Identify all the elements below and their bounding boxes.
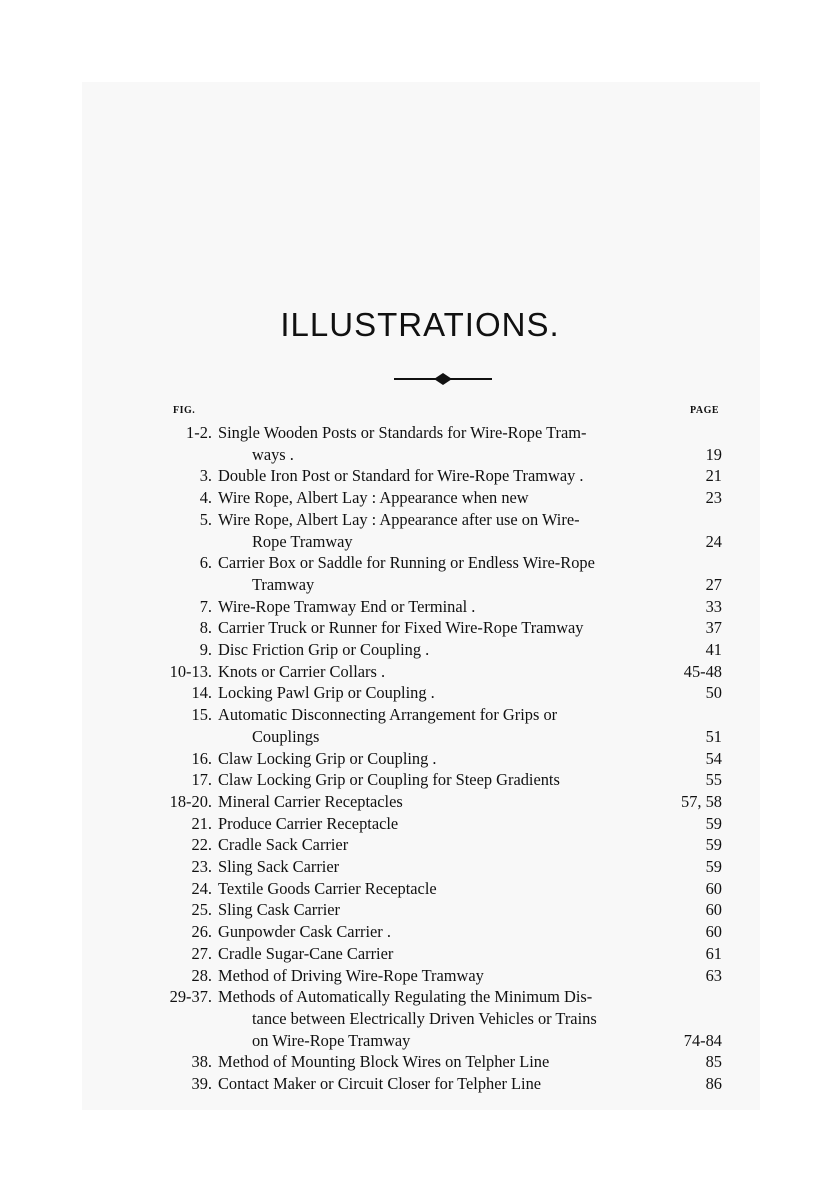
list-item bbox=[0, 704, 840, 726]
list-item-continuation bbox=[0, 444, 840, 466]
fig-number: 25. bbox=[191, 900, 212, 920]
entry-title: Gunpowder Cask Carrier . bbox=[218, 922, 391, 942]
page-column-header: PAGE bbox=[690, 405, 720, 416]
fig-number: 17. bbox=[191, 770, 212, 790]
entry-title: on Wire-Rope Tramway bbox=[252, 1030, 411, 1050]
fig-number: 14. bbox=[191, 683, 212, 703]
page-number: 59 bbox=[705, 857, 722, 876]
fig-number: 9. bbox=[199, 640, 212, 659]
list-item bbox=[0, 899, 840, 921]
page-number: 24 bbox=[705, 531, 722, 551]
entry-title: Automatic Disconnecting Arrangement for Grips or bbox=[218, 705, 558, 725]
list-item bbox=[0, 487, 840, 509]
page-number: 51 bbox=[705, 726, 722, 746]
page-number: 59 bbox=[705, 835, 722, 855]
fig-number: 23. bbox=[191, 857, 212, 876]
page-number: 19 bbox=[705, 444, 722, 464]
list-item bbox=[0, 1073, 840, 1095]
entry-title: Carrier Truck or Runner for Fixed Wire-Rope Tramway bbox=[218, 618, 584, 638]
entry-title: Textile Goods Carrier Receptacle bbox=[218, 878, 437, 898]
entry-title: Disc Friction Grip or Coupling . bbox=[218, 640, 430, 659]
entry-title: Tramway bbox=[252, 574, 315, 594]
fig-number: 6. bbox=[199, 553, 212, 573]
page-number: 54 bbox=[705, 748, 722, 768]
fig-number: 1-2. bbox=[186, 423, 212, 442]
list-item bbox=[0, 422, 840, 444]
entry-title: Knots or Carrier Collars . bbox=[218, 661, 386, 681]
list-item bbox=[0, 661, 840, 683]
entry-title: Methods of Automatically Regulating the Minimum Dis- bbox=[218, 987, 593, 1007]
page-number: 59 bbox=[705, 813, 722, 833]
fig-number: 21. bbox=[191, 813, 212, 833]
page-number: 74-84 bbox=[683, 1030, 722, 1050]
page-number: 23 bbox=[705, 488, 722, 508]
list-item bbox=[0, 552, 840, 574]
fig-number: 5. bbox=[199, 509, 212, 529]
entry-title: tance between Electrically Driven Vehicles or Trains bbox=[252, 1008, 597, 1028]
entry-title: Wire-Rope Tramway End or Terminal . bbox=[218, 596, 476, 616]
entry-title: Locking Pawl Grip or Coupling . bbox=[218, 683, 435, 703]
fig-number: 26. bbox=[191, 922, 212, 942]
list-item-continuation bbox=[0, 574, 840, 596]
entry-title: Produce Carrier Receptacle bbox=[218, 813, 399, 833]
list-item bbox=[0, 921, 840, 943]
page-number: 86 bbox=[705, 1074, 722, 1093]
entry-title: ways . bbox=[252, 444, 294, 464]
entry-title: Wire Rope, Albert Lay : Appearance when new bbox=[218, 488, 529, 508]
page-number: 27 bbox=[705, 574, 722, 594]
page-number: 60 bbox=[705, 878, 722, 898]
entry-title: Rope Tramway bbox=[252, 531, 353, 551]
fig-number: 18-20. bbox=[169, 791, 212, 811]
list-item bbox=[0, 465, 840, 487]
list-item-continuation bbox=[0, 1008, 840, 1030]
entry-title: Double Iron Post or Standard for Wire-Rope Tramway . bbox=[218, 466, 584, 486]
fig-number: 3. bbox=[199, 466, 212, 486]
page-number: 33 bbox=[705, 596, 722, 616]
entry-title: Sling Cask Carrier bbox=[218, 900, 341, 920]
fig-column-header: FIG. bbox=[173, 405, 196, 416]
page-number: 85 bbox=[705, 1052, 722, 1072]
list-item bbox=[0, 856, 840, 878]
list-item bbox=[0, 596, 840, 618]
entry-title: Mineral Carrier Receptacles bbox=[218, 791, 403, 811]
list-item bbox=[0, 943, 840, 965]
page-number: 61 bbox=[705, 943, 722, 963]
entry-title: Contact Maker or Circuit Closer for Telpher Line bbox=[218, 1074, 542, 1093]
page-number: 37 bbox=[705, 618, 722, 638]
fig-number: 29-37. bbox=[169, 987, 212, 1007]
list-item bbox=[0, 1051, 840, 1073]
list-item bbox=[0, 769, 840, 791]
list-item bbox=[0, 509, 840, 531]
list-item bbox=[0, 748, 840, 770]
page-title: ILLUSTRATIONS. bbox=[280, 306, 560, 343]
list-item bbox=[0, 986, 840, 1008]
page-number: 57, 58 bbox=[681, 791, 722, 811]
entry-title: Claw Locking Grip or Coupling for Steep Gradients bbox=[218, 770, 560, 790]
entry-title: Claw Locking Grip or Coupling . bbox=[218, 748, 437, 768]
fig-number: 22. bbox=[191, 835, 212, 855]
page-number: 21 bbox=[705, 466, 722, 486]
fig-number: 27. bbox=[191, 943, 212, 963]
fig-number: 15. bbox=[191, 705, 212, 725]
page-number: 60 bbox=[705, 900, 722, 920]
fig-number: 8. bbox=[199, 618, 212, 638]
list-item-continuation bbox=[0, 726, 840, 748]
entry-title: Method of Driving Wire-Rope Tramway bbox=[218, 965, 484, 985]
fig-number: 38. bbox=[191, 1052, 212, 1072]
entry-title: Couplings bbox=[252, 726, 320, 746]
entry-title: Method of Mounting Block Wires on Telpher Line bbox=[218, 1052, 550, 1072]
entry-title: Sling Sack Carrier bbox=[218, 857, 340, 876]
entry-title: Wire Rope, Albert Lay : Appearance after use on Wire- bbox=[218, 509, 580, 529]
page-number: 63 bbox=[705, 965, 722, 985]
list-item bbox=[0, 878, 840, 900]
page-number: 55 bbox=[705, 770, 722, 790]
list-item bbox=[0, 834, 840, 856]
entry-title: Cradle Sack Carrier bbox=[218, 835, 349, 855]
list-item bbox=[0, 813, 840, 835]
fig-number: 24. bbox=[191, 878, 212, 898]
entry-title: Carrier Box or Saddle for Running or Endless Wire-Rope bbox=[218, 553, 595, 573]
page-number: 41 bbox=[705, 640, 722, 659]
fig-number: 10-13. bbox=[169, 661, 212, 681]
page-number: 60 bbox=[705, 922, 722, 942]
list-item bbox=[0, 639, 840, 661]
fig-number: 39. bbox=[191, 1074, 212, 1093]
fig-number: 7. bbox=[199, 596, 212, 616]
fig-number: 28. bbox=[191, 965, 212, 985]
entry-title: Single Wooden Posts or Standards for Wire-Rope Tram- bbox=[218, 423, 587, 442]
page-number: 45-48 bbox=[683, 661, 722, 681]
list-item-continuation bbox=[0, 531, 840, 553]
page-number: 50 bbox=[705, 683, 722, 703]
list-item bbox=[0, 791, 840, 813]
list-item-continuation bbox=[0, 1030, 840, 1052]
list-item bbox=[0, 682, 840, 704]
fig-number: 4. bbox=[199, 488, 212, 508]
entry-title: Cradle Sugar-Cane Carrier bbox=[218, 943, 394, 963]
list-item bbox=[0, 965, 840, 987]
fig-number: 16. bbox=[191, 748, 212, 768]
list-item bbox=[0, 617, 840, 639]
